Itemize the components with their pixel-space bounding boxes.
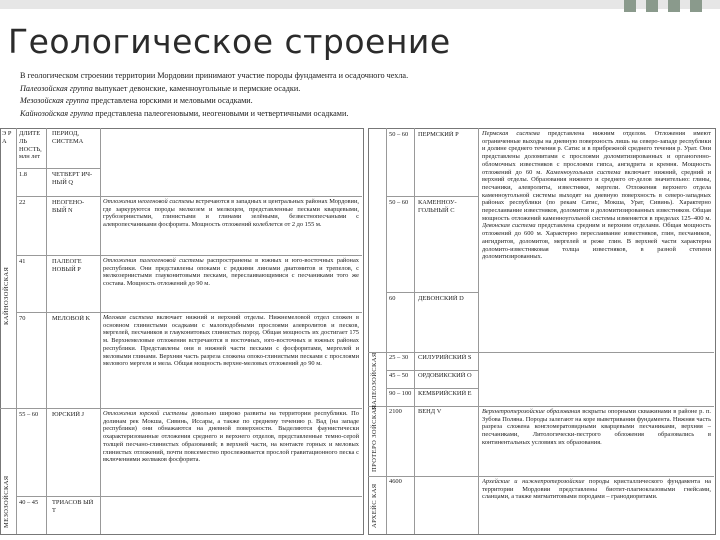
- col-divider: [478, 128, 479, 534]
- duration-cell: 50 – 60: [389, 199, 409, 206]
- duration-cell: 90 – 100: [389, 390, 412, 397]
- duration-cell: 4600: [389, 478, 402, 485]
- intro-line: В геологическом строении территории Мордовии принимают участие породы фундамента и осадочного чехла.: [20, 71, 409, 80]
- era-label: ПРОТЕРО ЗОЙСКАЯ: [371, 404, 378, 472]
- era-label: ПАЛЕОЗОЙСКАЯ: [371, 352, 378, 410]
- duration-cell: 40 – 45: [19, 499, 39, 506]
- decor-square: [690, 0, 702, 12]
- proterozoic-desc: [482, 408, 711, 475]
- desc-text: включает нижний и верхний отделы. Нижнемеловой отдел сложен в основном глинистыми осадками с малоподобными прослоями алевролитов и песков, мергелей, песчаников и глауконитовых глинистых пород. Общая мощность их достигает 175 м. Верхнемеловые отложения встречаются в восточных, юго-восточных и южных районах республики. Представлены они в нижней части песками с фосфоритами, мергелей и меловыми глинами. Верхняя часть разреза сложена опоко-глинистыми песками с прослоями мелового мергеля и мела. Общая мощность верхне-меловых отложений до 90 м.: [103, 314, 359, 368]
- desc-text: породы кристаллического фундамента на территории Мордовии представлены биотит-плагиоклазовыми гнейсами, сланцами, а также мигматитовыми породами – гранодиоритами.: [482, 478, 711, 501]
- duration-cell: 2100: [389, 408, 402, 415]
- desc-term: Меловая система: [103, 314, 153, 321]
- row-divider: [16, 496, 362, 497]
- col-divider: [100, 128, 101, 534]
- paleozoic-desc: [482, 130, 711, 351]
- row-divider: [16, 255, 362, 256]
- desc-text: встречаются в западных и центральных районах Мордовии, где заркуруются породы мелкозем и мелкоцем, представленные песками кварцевыми, грубозернистыми, глинистыми и глинами зелёными, безвестнопесчаными с алевропесчаниками фосфорита. Мощность отложений колеблется от 2 до 155 м.: [103, 198, 359, 229]
- row-divider: [368, 352, 714, 353]
- row-divider: [16, 312, 362, 313]
- duration-cell: 55 – 60: [19, 411, 39, 418]
- desc-text: представлена нижним отделом. Отложения имеют ограниченные выходы на дневную поверхность лишь на северо-западе республики и долине среднего течения р. Сатис и в прибрежной среднего течения р. Урат. Они представлены доломитами с прослоями доломитизированных и органогенно-обломочных известняков с прослоями гипса, ангидрита и кремня. Мощность отложений до 60 м.: [482, 130, 711, 176]
- desc-term: Отложения палеогеновой системы: [103, 257, 204, 264]
- top-decor-bar: [0, 0, 720, 9]
- desc-term: Архейские и нижнепротерозойские: [482, 478, 585, 485]
- desc-cell: [103, 410, 359, 495]
- desc-text: вскрыты опорными скважинами в районе р. п. Зубова Поляна. Породы залегают на коре выветривания фундамента. Нижняя часть разреза сложена конгломератовидными кварцевыми песчаниками, верхняя – песчаниками, Литологически-пестрого обложения образовались в континентальных условиях их образования.: [482, 408, 711, 446]
- col-divider: [414, 128, 415, 534]
- period-cell: ПАЛЕОГЕ НОВЫЙ P: [52, 258, 82, 273]
- intro-line: [20, 95, 710, 108]
- duration-cell: 70: [19, 315, 26, 322]
- col-divider: [386, 128, 387, 534]
- intro-term: Кайнозойская группа: [20, 108, 94, 118]
- intro-rest: представлена юрскими и меловыми осадками.: [88, 96, 253, 106]
- desc-cell: [103, 198, 359, 254]
- duration-cell: 60: [389, 295, 396, 302]
- desc-text: включает нижний, средний и верхний отделы. Образования нижнего и среднего от-делов значительно: глины, песчаники, алевролиты, известняки, мергели. Отложения верхнего отдела каменноугольной системы выходят на дневную поверхность в северо-западных районах республики (по рекам Сатис, Мокша, Урат, Сивинь). Характерно переслаивание известняков, доломитов и доломитизированных известняков. Общая мощность отложений каменноугольной системы изменяется в пределах 125–400 м.: [482, 168, 711, 222]
- period-cell: ОРДОВИКСКИЙ O: [418, 372, 472, 379]
- intro-rest: выпукает девонские, каменноугольные и пермские осадки.: [92, 83, 301, 93]
- era-label: МЕЗОЗОЙСКАЯ: [3, 475, 10, 528]
- row-divider: [16, 196, 362, 197]
- period-cell: ВЕНД V: [418, 408, 442, 415]
- period-cell: ЮРСКИЙ J: [52, 411, 85, 418]
- period-cell: НЕОГЕНО-ВЫЙ N: [52, 199, 85, 214]
- col-divider: [46, 128, 47, 534]
- duration-header: ДЛИТЕ ЛЬ НОСТЬ, млн лет: [19, 130, 42, 161]
- decor-square: [646, 0, 658, 12]
- period-cell: ПЕРМСКИЙ P: [418, 131, 459, 138]
- intro-rest: представлена палеогеновыми, неогеновыми и четвертичными осадками.: [93, 108, 349, 118]
- era-label: АРХЕЙС КАЯ: [371, 483, 378, 528]
- period-cell: КАМЕННОУ-ГОЛЬНЫЙ C: [418, 199, 457, 214]
- archean-desc: [482, 478, 711, 532]
- period-cell: ЧЕТВЕРТ ИЧ-НЫЙ Q: [52, 171, 93, 186]
- row-divider: [368, 406, 714, 407]
- desc-term: Отложения юрской системы: [103, 410, 188, 417]
- desc-term: Каменноугольная система: [545, 168, 621, 176]
- intro-text: [20, 70, 710, 120]
- row-divider: [386, 370, 478, 371]
- duration-cell: 25 – 30: [389, 354, 409, 361]
- period-cell: МЕЛОВОЙ K: [52, 315, 91, 322]
- intro-line: [20, 83, 710, 96]
- desc-term: Верхнепротерозойские образования: [482, 408, 581, 415]
- row-divider: [16, 168, 100, 169]
- period-header: ПЕРИОД, СИСТЕМА: [52, 130, 84, 145]
- duration-cell: 41: [19, 258, 26, 265]
- period-cell: СИЛУРИЙСКИЙ S: [418, 354, 472, 361]
- duration-cell: 1.8: [19, 171, 27, 178]
- row-divider: [386, 292, 478, 293]
- row-divider: [386, 196, 478, 197]
- col-divider: [16, 128, 17, 534]
- decor-square: [668, 0, 680, 12]
- desc-text: довольно широко развиты на территории республики. По долинам рек Мокша, Сивинь, Иссары, а также по среднему течению р. Вад (на западе республики) они обнажаются на дневной поверхности. Выделяются фаунистически охарактеризованные отложения среднего и верхнего отделов, представленные темно-серой толщей песчано-глинистых образований; в верхней части, на контакте горных и меловых глинистых отложений, почти повсеместно прослеживается прослой гравитационного песка с включениями желваков фосфорита.: [103, 410, 359, 464]
- desc-text: распространены в южных и юго-восточных районах республики. Они представлены опоками с редкими линзами диатомитов и трепелов, с мелкозернистыми глауконитовыми песками, переслаивающимися с песчаниками того же состава. Мощность отложений до 90 м.: [103, 257, 359, 288]
- duration-cell: 50 – 60: [389, 131, 409, 138]
- period-cell: КЕМБРИЙСКИЙ E: [418, 390, 472, 397]
- row-divider: [386, 388, 478, 389]
- desc-text: представлена средним и верхним отделами. Общая мощность отложений до 600 м. Характерно переслаивание известняков, глин, песчаников, ангидритов, доломитов, мергелей и реже глин. В верхней части характерна доломито-известняковая толща известняков, в разной степени доломитизированных.: [482, 222, 711, 261]
- decor-square: [624, 0, 636, 12]
- desc-cell: [103, 257, 359, 311]
- duration-cell: 45 – 50: [389, 372, 409, 379]
- row-divider: [0, 408, 362, 409]
- era-label: КАЙНОЗОЙСКАЯ: [3, 266, 10, 325]
- desc-cell: [103, 314, 359, 407]
- intro-term: Палеозойская группа: [20, 83, 93, 93]
- period-cell: ДЕВОНСКИЙ D: [418, 295, 464, 302]
- desc-term: Пермская система: [482, 130, 540, 137]
- duration-cell: 22: [19, 199, 26, 206]
- period-cell: ТРИАСОВ ЫЙ Т: [52, 499, 94, 514]
- desc-term: Отложения неогеновой системы: [103, 198, 194, 205]
- era-header: Э Р А: [2, 130, 12, 145]
- desc-term: Девонская система: [482, 222, 536, 230]
- intro-term: Мезозойская группа: [20, 96, 89, 106]
- row-divider: [368, 476, 714, 477]
- intro-line: [20, 108, 710, 121]
- page-title: Геологическое строение: [8, 22, 451, 61]
